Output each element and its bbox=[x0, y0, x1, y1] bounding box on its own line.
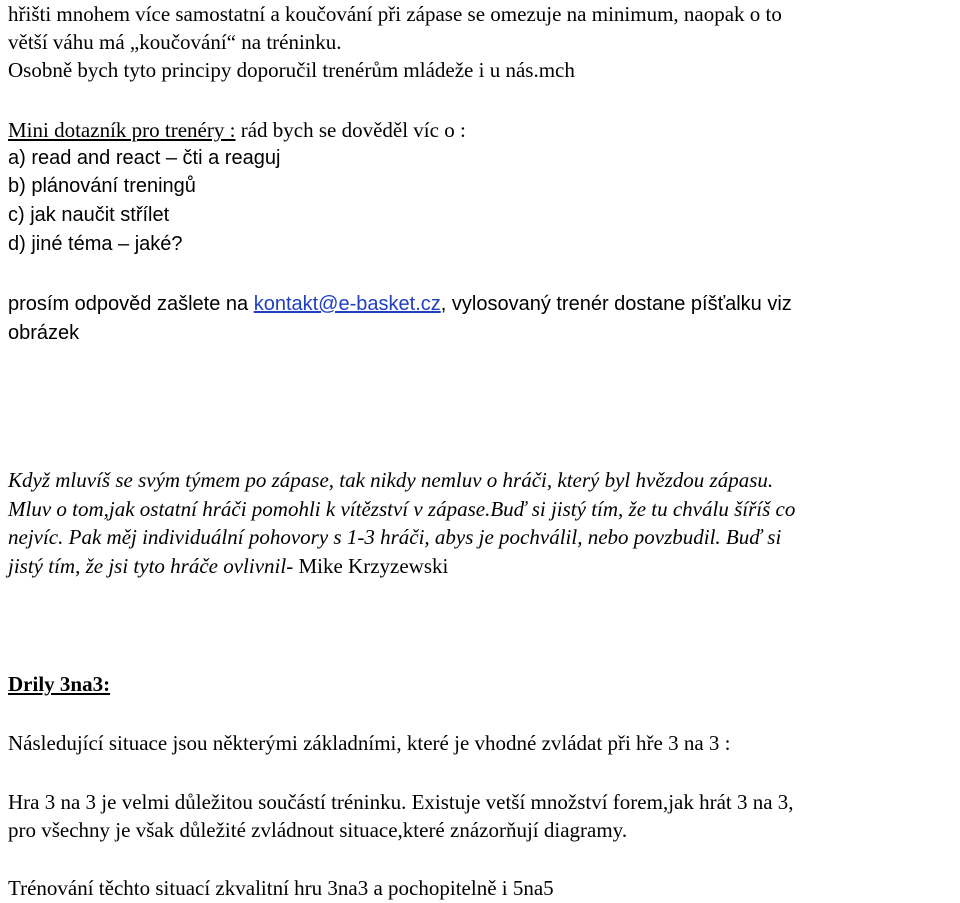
reply-prefix: prosím odpověd zašlete na bbox=[8, 293, 254, 315]
questionnaire-option-b: b) plánování treningů bbox=[8, 175, 196, 197]
drills-paragraph-1: Následující situace jsou některými základními, které je vhodné zvládat při hře 3 na 3 : bbox=[8, 731, 731, 755]
quote-author: Mike Krzyzewski bbox=[293, 554, 449, 578]
reply-suffix: , vylosovaný trenér dostane píšťalku viz bbox=[440, 293, 792, 315]
intro-line-3: Osobně bych tyto principy doporučil trenérům mládeže i u nás.mch bbox=[8, 58, 575, 82]
quote-line-1: Když mluvíš se svým týmem po zápase, tak nikdy nemluv o hráči, který byl hvězdou zápasu. bbox=[8, 468, 774, 492]
quote-line-2: Mluv o tom,jak ostatní hráči pomohli k vítězství v zápase.Buď si jistý tím, že tu chválu šíříš co bbox=[8, 497, 796, 521]
quote-text-end: jistý tím, že jsi tyto hráče ovlivnil- bbox=[8, 554, 294, 578]
drills-paragraph-2-line-2: pro všechny je však důležité zvládnout situace,které znázorňují diagramy. bbox=[8, 818, 628, 842]
intro-line-1: hřišti mnohem více samostatní a koučování při zápase se omezuje na minimum, naopak o to bbox=[8, 2, 782, 26]
intro-line-2: větší váhu má „koučování“ na tréninku. bbox=[8, 30, 342, 54]
email-link[interactable]: kontakt@e-basket.cz bbox=[253, 293, 441, 315]
questionnaire-option-d: d) jiné téma – jaké? bbox=[8, 233, 183, 255]
questionnaire-option-c: c) jak naučit střílet bbox=[8, 204, 170, 226]
questionnaire-option-a: a) read and react – čti a reaguj bbox=[8, 147, 281, 169]
quote-line-3: nejvíc. Pak měj individuální pohovory s 1-3 hráči, abys je pochválil, nebo povzbudil. Buď si bbox=[8, 525, 782, 549]
quote-line-4 bbox=[8, 552, 448, 580]
questionnaire-lead: rád bych se dověděl víc o : bbox=[235, 118, 466, 142]
drills-paragraph-2-line-1: Hra 3 na 3 je velmi důležitou součástí tréninku. Existuje vetší množství forem,jak hrát 3 na 3, bbox=[8, 790, 794, 814]
drills-heading: Drily 3na3: bbox=[8, 672, 111, 696]
questionnaire-heading-line bbox=[8, 116, 466, 144]
drills-paragraph-3: Trénování těchto situací zkvalitní hru 3na3 a pochopitelně i 5na5 bbox=[8, 876, 554, 900]
questionnaire-title: Mini dotazník pro trenéry : bbox=[8, 118, 236, 142]
reply-line-1 bbox=[8, 290, 792, 318]
reply-line-2: obrázek bbox=[8, 322, 80, 344]
